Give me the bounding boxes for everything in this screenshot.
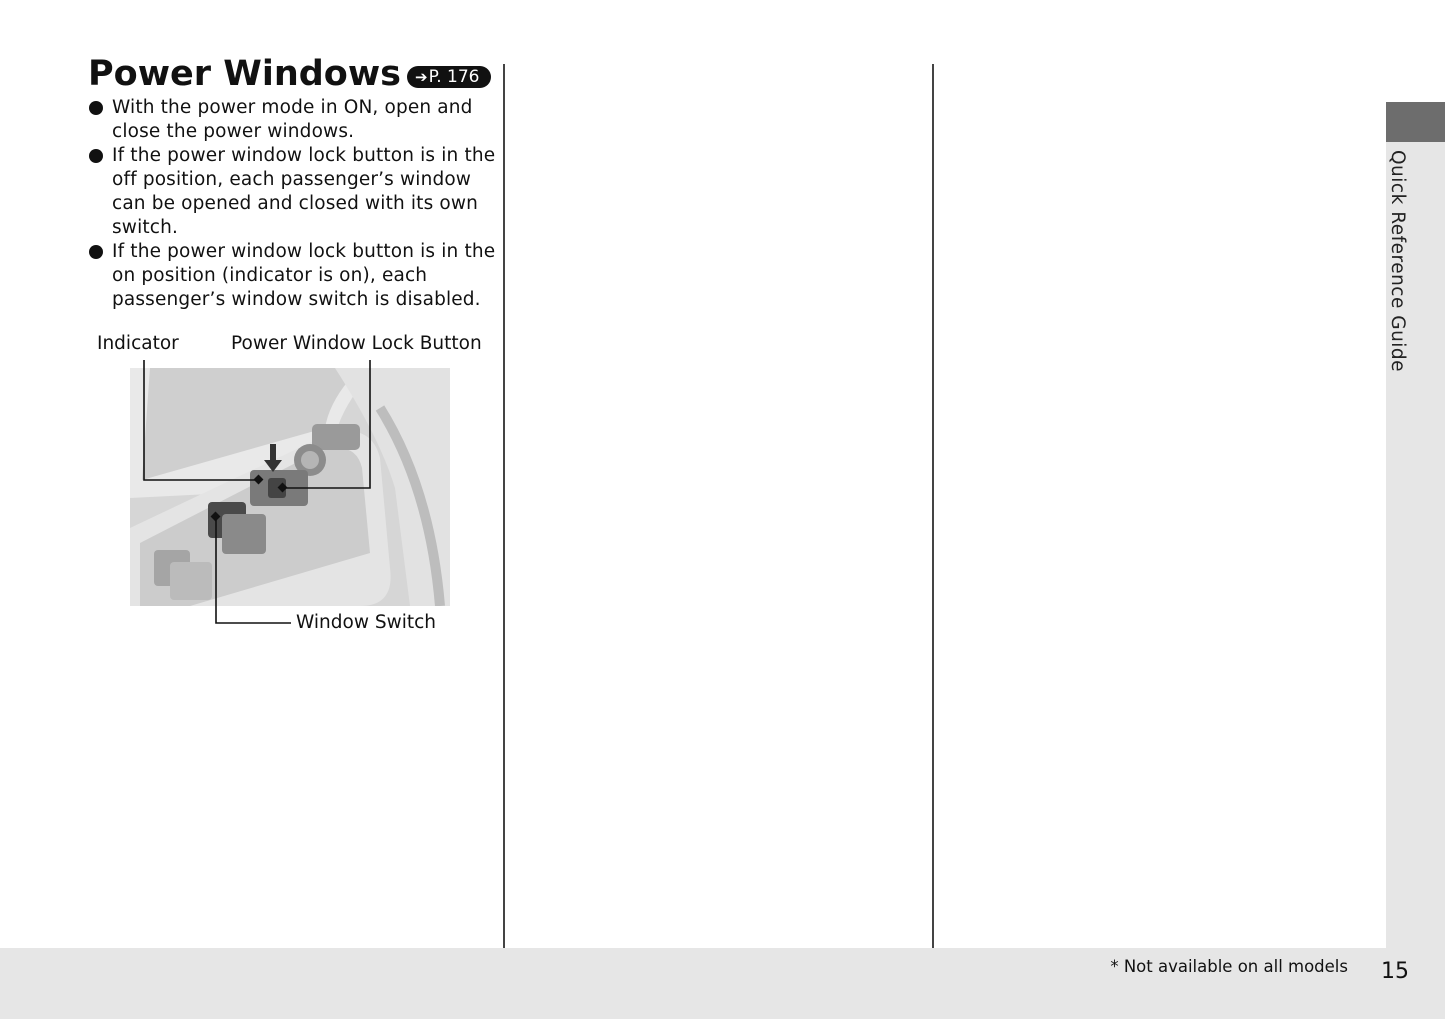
bullet-text: If the power window lock button is in the off position, each passenger’s window can be opened and closed with its own switch.: [112, 145, 496, 238]
window-switch-label: Window Switch: [296, 612, 436, 633]
title-text: Power Windows: [88, 54, 402, 94]
lock-button-label: Power Window Lock Button: [231, 333, 482, 354]
side-tab-marker[interactable]: [1386, 102, 1445, 142]
column-divider: [503, 64, 505, 948]
indicator-label: Indicator: [97, 333, 179, 354]
footnote: * Not available on all models: [1110, 957, 1348, 976]
column-divider: [932, 64, 934, 948]
page-number: 15: [1381, 959, 1409, 984]
arrow-right-icon: ➔: [415, 68, 428, 86]
page-reference-text: P. 176: [428, 67, 480, 87]
side-tab-label: Quick Reference Guide: [1387, 150, 1408, 373]
bullet-text: If the power window lock button is in the on position (indicator is on), each passenger’s window switch is disabled.: [112, 241, 496, 310]
bullet-text: With the power mode in ON, open and close the power windows.: [112, 97, 473, 142]
